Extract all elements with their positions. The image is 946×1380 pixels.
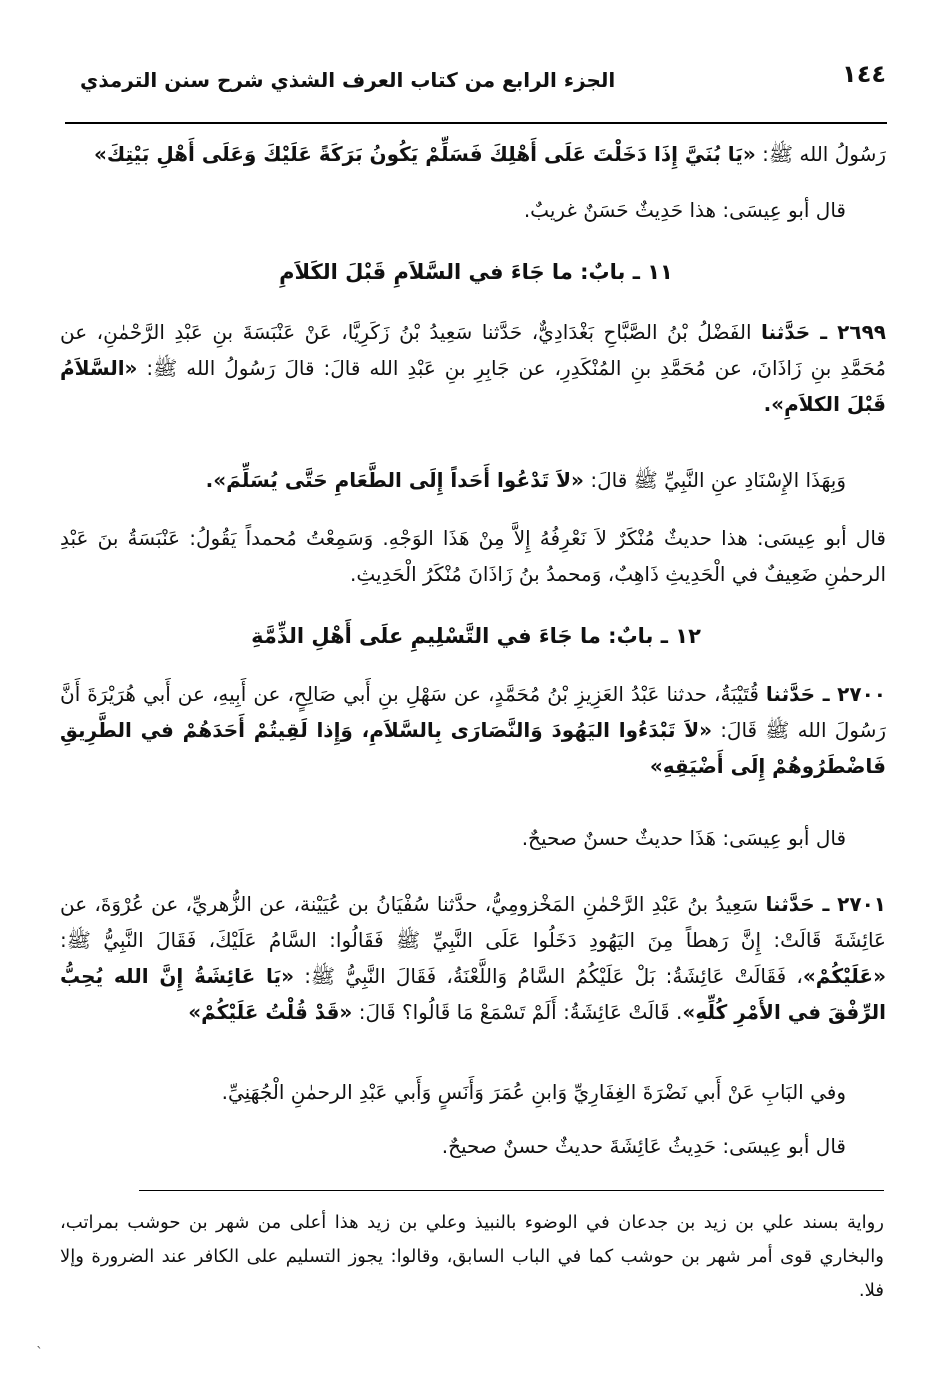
footnote-rule (139, 1190, 884, 1191)
text: رَسُولُ الله ﷺ: (755, 142, 886, 166)
header-rule (65, 122, 887, 124)
isnad-text: سَعِيدُ بنُ عَبْدِ الرَّحْمٰنِ المَخْزومِيُّ، حدَّثنا سُفْيَانُ بن عُيَيْنة، عن الزُّهريِّ، عن عُرْوَةَ، عن عَائِشَةَ قَالَتْ: إِنَّ رَهطاً مِنَ اليَهُودِ دَخَلُوا عَلَى النَّبِيِّ ﷺ فَقَالُوا: السَّامُ عَلَيْكَ، فَقَالَ النَّبِيُّ ﷺ: (60, 892, 886, 952)
paragraph-grading: قال أبو عِيسَى: هذا حَدِيثٌ حَسَنٌ غريبٌ. (523, 198, 846, 222)
text: وَبِهَذَا الإِسْنَادِ عنِ النَّبِيِّ ﷺ قالَ: (583, 468, 846, 492)
paragraph-isnad-note (56, 462, 846, 498)
paragraph-grading: قال أبو عِيسَى: حَدِيثُ عَائِشَةَ حديثٌ حسنٌ صحيحٌ. (441, 1134, 846, 1158)
isnad-text: قُتَيْبَةُ، حدثنا عَبْدُ العَزِيزِ بْنُ مُحَمَّدٍ، عن سَهْلِ بنِ أَبي صَالِحٍ، عن أَبِيهِ، عن أَبي هُرَيْرَةَ أَنَّ رَسُولَ الله ﷺ قَالَ: (60, 682, 886, 742)
page-number: ١٤٤ (842, 60, 886, 88)
isnad-text: الفَضْلُ بْنُ الصَّبَّاحِ بَغْدَادِيٌّ، حَدَّثنا سَعِيدُ بْنُ زَكَرِيَّا، عَنْ عَنْبَسَةَ بنِ عَبْدِ الرَّحْمٰنِ، عن مُحَمَّدِ بنِ زَاذَانَ، عن مُحَمَّدِ بنِ المُنْكَدِرِ، عن جَابِرِ بنِ عَبْدِ الله قالَ: قالَ رَسُولُ الله ﷺ: (60, 320, 886, 380)
hadith-2700 (60, 676, 886, 784)
hadith-number: ٢٧٠١ ـ حَدَّثنا (765, 892, 886, 916)
hadith-2699 (60, 314, 886, 422)
hadith-quote: «لاَ تَبْدَءُوا اليَهُودَ وَالنَّصَارَى بِالسَّلاَمِ، وَإِذا لَقِيتُمْ أَحَدَهُمْ في الطَّرِيقِ فَاضْطَرُوهُمْ إِلَى أَضْيَقِهِ» (60, 718, 886, 778)
hadith-number: ٢٧٠٠ ـ حَدَّثنا (765, 682, 886, 706)
hadith-quote: «يَا عَائِشَةُ إِنَّ الله يُحِبُّ الرِّفْقَ في الأَمْرِ كُلِّهِ» (60, 964, 886, 1024)
hadith-quote: «قَدْ قُلْتُ عَلَيْكُمْ» (188, 1000, 353, 1024)
footnote: رواية بسند علي بن زيد بن جدعان في الوضوء بالنبيذ وعلي بن زيد هذا أعلى من شهر بن حوشب بمراتب، والبخاري قوى أمر شهر بن حوشب كما في الباب السابق، وقالوا: يجوز التسليم على الكافر عند الضرورة وإلا فلا. (60, 1212, 884, 1301)
text: ، فَقَالَتْ عَائِشَةُ: بَلْ عَلَيْكُمُ السَّامُ وَاللَّعْنَةُ، فَقَالَ النَّبِيُّ ﷺ: (294, 964, 803, 988)
scan-mark: ˎ (36, 1333, 43, 1349)
running-head: الجزء الرابع من كتاب العرف الشذي شرح سنن الترمذي (80, 68, 616, 92)
hadith-quote: «عَلَيْكُمْ» (802, 964, 886, 988)
paragraph-grading: قال أبو عِيسَى: هَذَا حديثٌ حسنٌ صحيحٌ. (521, 826, 846, 850)
hadith-quote: «يَا بُنَيَّ إِذَا دَخَلْتَ عَلَى أَهْلِكَ فَسَلِّمْ يَكُونُ بَرَكَةً عَلَيْكَ وَعَلَى أَهْلِ بَيْتِكَ» (93, 142, 756, 166)
hadith-quote: «لاَ تَدْعُوا أَحَداً إِلَى الطَّعَامِ حَتَّى يُسَلِّمَ». (205, 468, 584, 492)
paragraph-hadith-continued (60, 136, 886, 172)
paragraph-chapter-references: وفي البَابِ عَنْ أَبي نَضْرَةَ الغِفَارِيِّ وَابنِ عُمَرَ وَأَنَسٍ وَأَبي عَبْدِ الرحمٰنِ الْجُهَنِيِّ. (221, 1080, 846, 1104)
chapter-heading-11: ١١ ـ بابٌ: ما جَاءَ في السَّلاَمِ قَبْلَ الكَلاَمِ (279, 260, 673, 284)
hadith-number: ٢٦٩٩ ـ حَدَّثنا (761, 320, 886, 344)
text: . قَالَتْ عَائِشَةُ: أَلَمْ تَسْمَعْ مَا قَالُوا؟ قَالَ: (352, 1000, 683, 1024)
hadith-2701 (60, 886, 886, 1030)
paragraph-commentary: قال أبو عِيسَى: هذا حديثٌ مُنْكَرٌ لاَ نَعْرِفُهُ إِلاَّ مِنْ هَذَا الوَجْهِ. وَسَمِعْتُ مُحمداً يَقُولُ: عَنْبَسَةُ بنَ عَبْدِ الرحمٰنِ ضَعِيفٌ في الْحَدِيثِ ذَاهِبٌ، وَمحمدُ بنُ زَاذَانَ مُنْكَرُ الْحَدِيثِ. (60, 526, 886, 586)
hadith-quote: «السَّلاَمُ قَبْلَ الكلاَمِ». (60, 356, 886, 416)
chapter-heading-12: ١٢ ـ بابٌ: ما جَاءَ في التَّسْلِيمِ علَى أَهْلِ الذِّمَّةِ (251, 624, 701, 648)
